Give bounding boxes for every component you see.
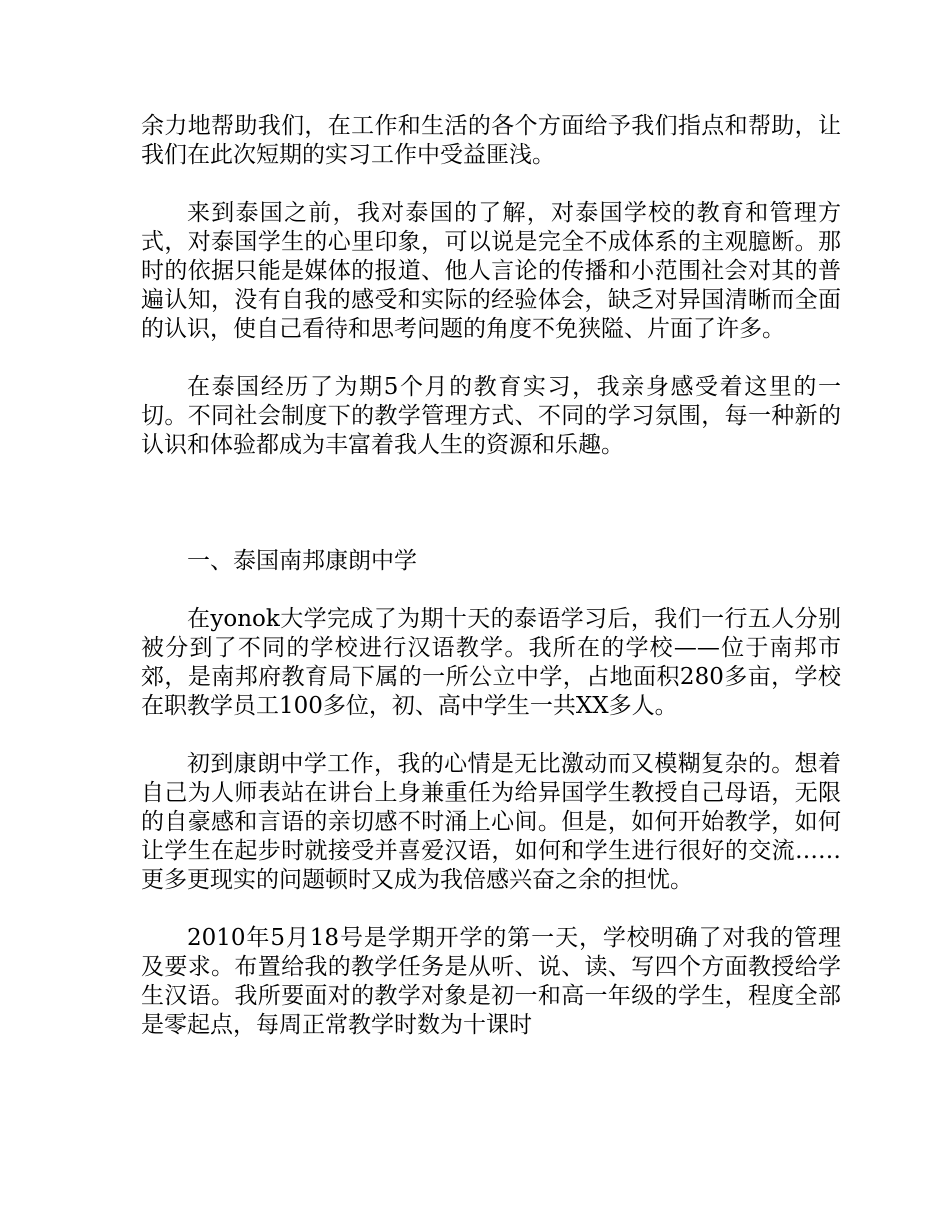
section-heading: 一、泰国南邦康朗中学 <box>187 548 417 574</box>
paragraph-semester-start: 2010年5月18号是学期开学的第一天，学校明确了对我的管理及要求。布置给我的教学任务是从听、说、读、写四个方面教授给学生汉语。我所要面对的教学对象是初一和高一年级的学生，程度全部是零起点，每周正常教学时数为十课时 <box>141 925 841 1038</box>
paragraph-school-intro: 在yonok大学完成了为期十天的泰语学习后，我们一行五人分别被分到了不同的学校进行汉语教学。我所在的学校——位于南邦市郊，是南邦府教育局下属的一所公立中学，占地面积280多亩，学校在职教学员工100多位，初、高中学生一共XX多人。 <box>141 606 841 719</box>
paragraph-internship-experience: 在泰国经历了为期5个月的教育实习，我亲身感受着这里的一切。不同社会制度下的教学管理方式、不同的学习氛围，每一种新的认识和体验都成为丰富着我人生的资源和乐趣。 <box>141 374 841 458</box>
section-spacer <box>141 489 841 547</box>
paragraph-continuation: 余力地帮助我们，在工作和生活的各个方面给予我们指点和帮助，让我们在此次短期的实习工作中受益匪浅。 <box>141 113 841 168</box>
paragraph-before-arrival: 来到泰国之前，我对泰国的了解，对泰国学校的教育和管理方式，对泰国学生的心里印象，可以说是完全不成体系的主观臆断。那时的依据只能是媒体的报道、他人言论的传播和小范围社会对其的普遍认知，没有自我的感受和实际的经验体会，缺乏对异国清晰而全面的认识，使自己看待和思考问题的角度不免狭隘、片面了许多。 <box>141 200 841 342</box>
document-body <box>141 112 841 1069</box>
paragraph-first-impressions: 初到康朗中学工作，我的心情是无比激动而又模糊复杂的。想着自己为人师表站在讲台上身兼重任为给异国学生教授自己母语，无限的自豪感和言语的亲切感不时涌上心间。但是，如何开始教学，如何让学生在起步时就接受并喜爱汉语，如何和学生进行很好的交流……更多更现实的问题顿时又成为我倍感兴奋之余的担忧。 <box>141 751 841 893</box>
